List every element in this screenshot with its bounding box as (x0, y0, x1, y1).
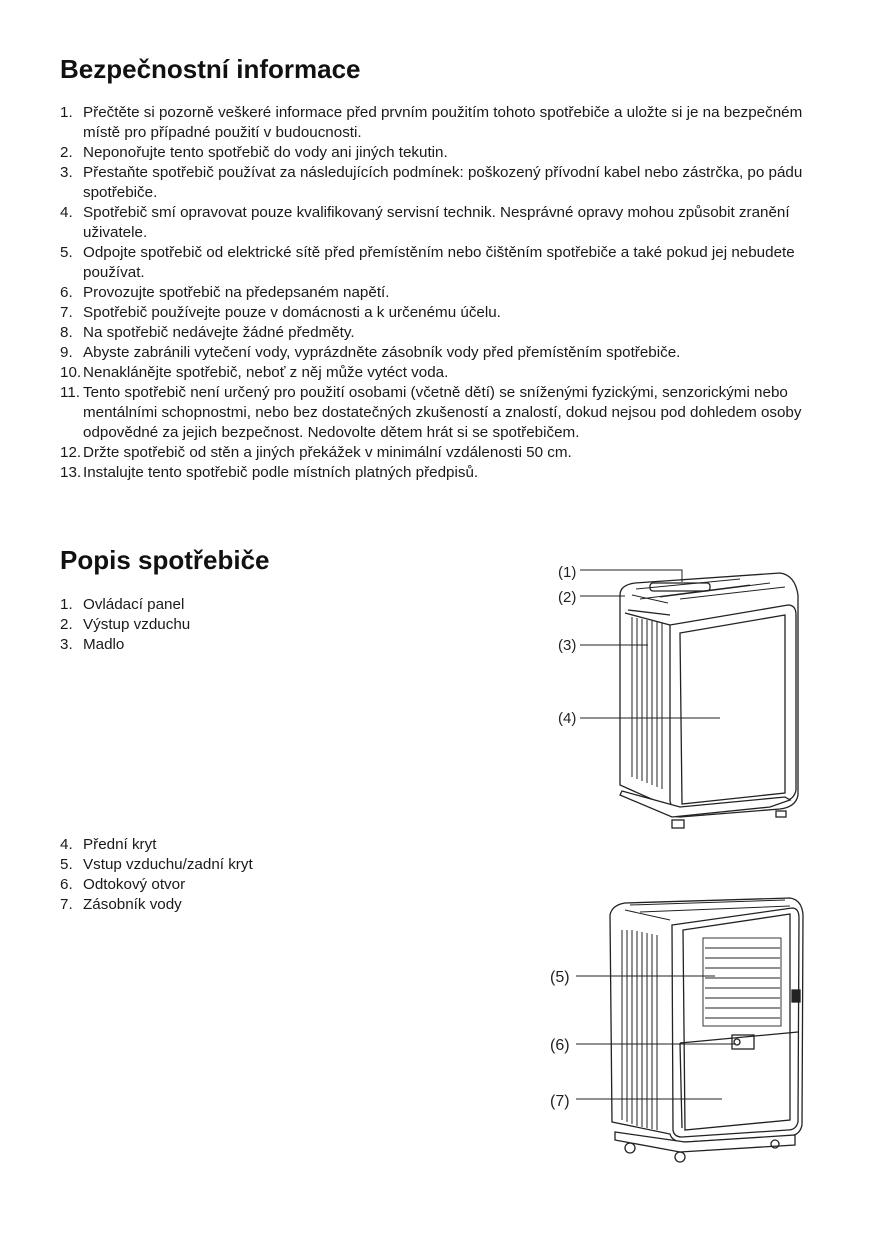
label-3: (3) (558, 637, 577, 654)
safety-item (60, 243, 820, 283)
part-item (60, 875, 460, 895)
item-text: Odtokový otvor (83, 876, 186, 893)
item-number: 2. (60, 144, 73, 161)
item-text: Vstup vzduchu/zadní kryt (83, 856, 253, 873)
label-2: (2) (558, 589, 577, 606)
item-number: 13. (60, 464, 82, 481)
item-text: Tento spotřebič není určený pro použití osobami (včetně dětí) se sníženými fyzickými, senzorickými nebo mentálními schopnostmi, nebo bez dostatečných zkušeností a znalostí, dokud nejsou pod dohledem osoby odpovědné za jejich bezpečnost. Nedovolte dětem hrát si se spotřebičem. (83, 384, 802, 441)
safety-item (60, 443, 820, 463)
part-item (60, 635, 460, 655)
item-text: Držte spotřebič od stěn a jiných překážek v minimální vzdálenosti 50 cm. (83, 444, 572, 461)
item-text: Přední kryt (83, 836, 157, 853)
item-number: 6. (60, 876, 73, 893)
parts-list-front (60, 595, 460, 655)
part-item (60, 895, 460, 915)
item-text: Zásobník vody (83, 896, 182, 913)
item-number: 4. (60, 836, 73, 853)
safety-item (60, 383, 820, 443)
item-text: Abyste zabránili vytečení vody, vyprázdněte zásobník vody před přemístěním spotřebiče. (83, 344, 681, 361)
part-item (60, 835, 460, 855)
item-text: Nenaklánějte spotřebič, neboť z něj může vytéct voda. (83, 364, 449, 381)
part-item (60, 595, 460, 615)
item-number: 9. (60, 344, 73, 361)
item-number: 3. (60, 164, 73, 181)
label-5: (5) (550, 969, 570, 986)
item-text: Ovládací panel (83, 596, 185, 613)
item-number: 6. (60, 284, 73, 301)
item-number: 5. (60, 244, 73, 261)
item-text: Přečtěte si pozorně veškeré informace před prvním použitím tohoto spotřebiče a uložte si je na bezpečném místě pro případné použití v budoucnosti. (83, 104, 803, 141)
safety-item (60, 463, 820, 483)
description-title: Popis spotřebiče (60, 545, 270, 575)
item-number: 7. (60, 896, 73, 913)
item-text: Na spotřebič nedávejte žádné předměty. (83, 324, 355, 341)
item-number: 4. (60, 204, 73, 221)
item-number: 11. (60, 384, 80, 401)
safety-item (60, 323, 820, 343)
label-1: (1) (558, 564, 577, 581)
item-text: Neponořujte tento spotřebič do vody ani jiných tekutin. (83, 144, 448, 161)
front-view-diagram (540, 555, 820, 845)
part-item (60, 855, 460, 875)
item-text: Spotřebič používejte pouze v domácnosti a k určenému účelu. (83, 304, 501, 321)
label-4: (4) (558, 710, 577, 727)
item-number: 2. (60, 616, 73, 633)
item-number: 5. (60, 856, 73, 873)
safety-item (60, 163, 820, 203)
item-text: Madlo (83, 636, 125, 653)
item-text: Spotřebič smí opravovat pouze kvalifikovaný servisní technik. Nesprávné opravy mohou způsobit zranění uživatele. (83, 204, 790, 241)
safety-item (60, 283, 820, 303)
item-number: 1. (60, 596, 73, 613)
item-text: Výstup vzduchu (83, 616, 191, 633)
safety-list (60, 103, 820, 483)
safety-item (60, 203, 820, 243)
safety-item (60, 103, 820, 143)
item-number: 10. (60, 364, 82, 381)
safety-item (60, 343, 820, 363)
parts-list-back (60, 835, 460, 915)
item-number: 3. (60, 636, 73, 653)
item-number: 1. (60, 104, 73, 121)
item-number: 12. (60, 444, 82, 461)
part-item (60, 615, 460, 635)
item-text: Odpojte spotřebič od elektrické sítě před přemístěním nebo čištěním spotřebiče a také pokud jej nebudete používat. (83, 244, 795, 281)
item-number: 7. (60, 304, 73, 321)
safety-item (60, 143, 820, 163)
safety-item (60, 303, 820, 323)
back-view-diagram (540, 890, 820, 1170)
item-text: Provozujte spotřebič na předepsaném napětí. (83, 284, 390, 301)
item-text: Přestaňte spotřebič používat za následujících podmínek: poškozený přívodní kabel nebo zástrčka, po pádu spotřebiče. (83, 164, 803, 201)
item-number: 8. (60, 324, 73, 341)
safety-title: Bezpečnostní informace (60, 54, 361, 84)
item-text: Instalujte tento spotřebič podle místních platných předpisů. (83, 464, 479, 481)
label-7: (7) (550, 1093, 570, 1110)
label-6: (6) (550, 1037, 570, 1054)
safety-item (60, 363, 820, 383)
